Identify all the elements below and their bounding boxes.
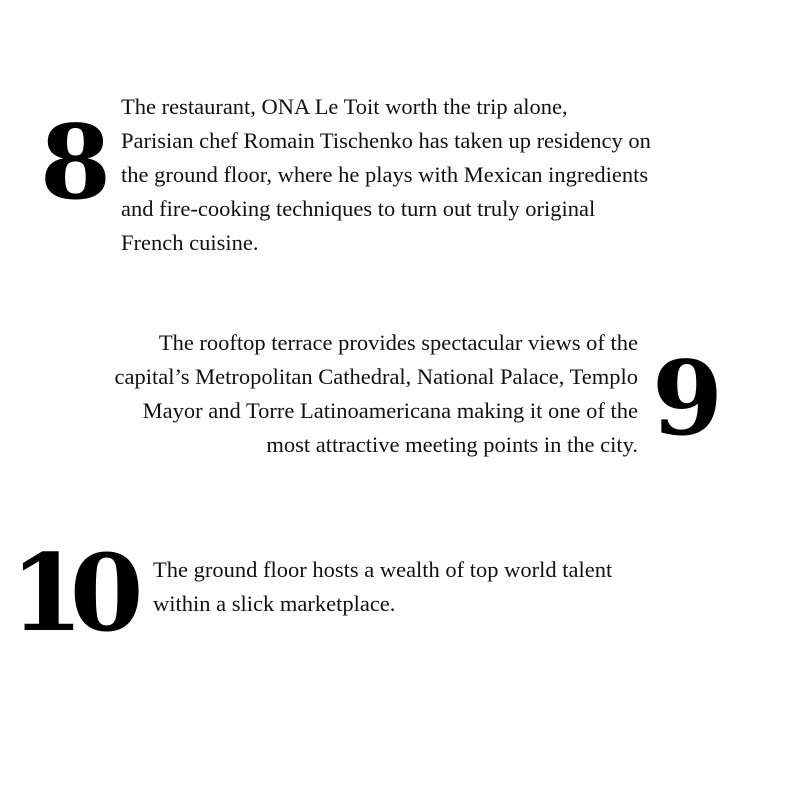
description-line: Parisian chef Romain Tischenko has taken up residency on (121, 128, 651, 153)
item-description (115, 326, 638, 462)
description-line: and fire-cooking techniques to turn out truly original (121, 196, 596, 221)
item-number: 9 (652, 339, 723, 459)
item-description (153, 553, 612, 621)
description-line: The ground floor hosts a wealth of top world talent (153, 557, 613, 582)
description-line: capital’s Metropolitan Cathedral, National Palace, Templo (114, 364, 638, 389)
description-line: Mayor and Torre Latinoamericana making it one of the (142, 398, 638, 423)
description-line: most attractive meeting points in the city. (266, 432, 638, 457)
description-line: the ground floor, where he plays with Mexican ingredients (121, 162, 649, 187)
item-number: 8 (40, 103, 109, 223)
description-line: The rooftop terrace provides spectacular views of the (158, 330, 638, 355)
description-line: The restaurant, ONA Le Toit worth the trip alone, (121, 94, 568, 119)
description-line: within a slick marketplace. (153, 591, 396, 616)
description-line: French cuisine. (121, 230, 259, 255)
item-description (121, 90, 651, 260)
item-number: 10 (10, 530, 130, 655)
